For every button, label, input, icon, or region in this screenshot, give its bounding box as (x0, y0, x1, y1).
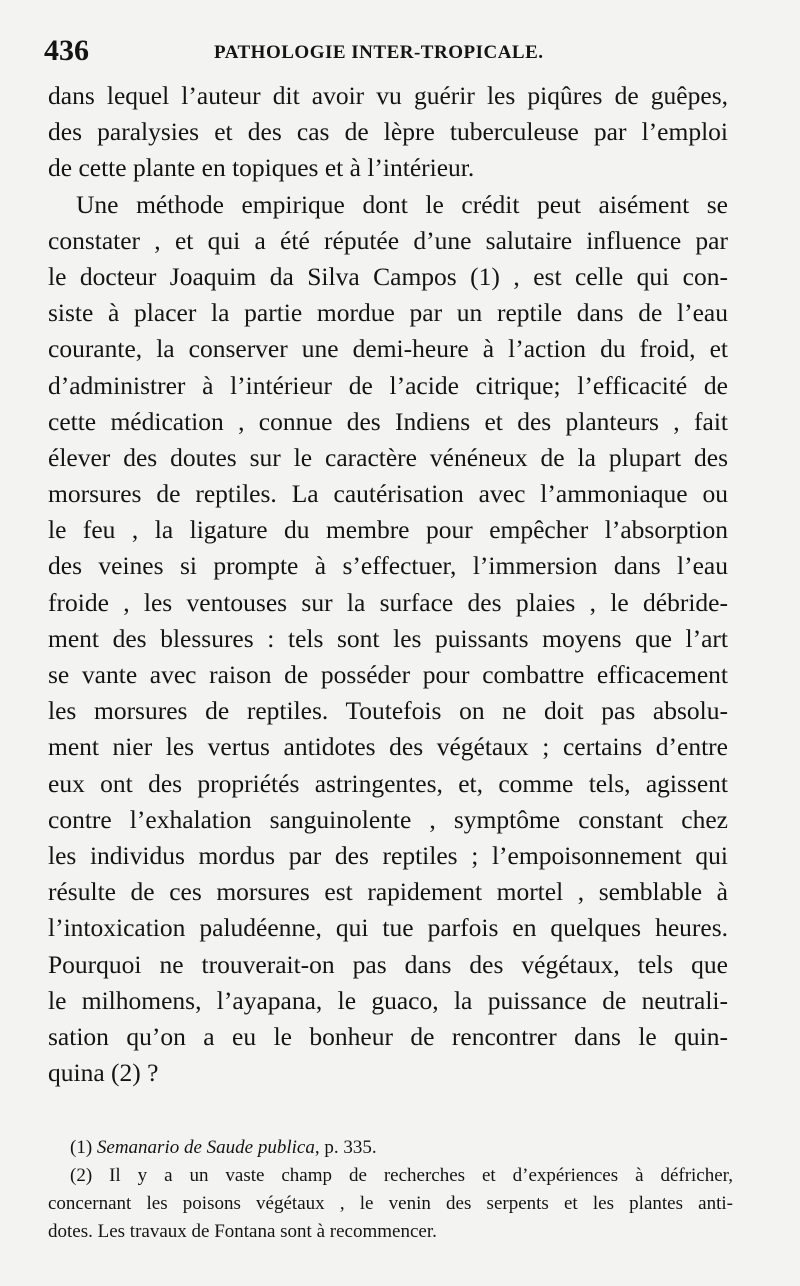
text-line: morsures de reptiles. La cautérisation avec l’ammoniaque ou (48, 479, 728, 509)
text-line: le feu , la ligature du membre pour empêcher l’absorption (48, 515, 728, 545)
text-line: l’intoxication paludéenne, qui tue parfois en quelques heures. (48, 913, 728, 943)
footnote-source: Semanario de Saude publica (96, 1137, 315, 1158)
text-line: élever des doutes sur le caractère vénéneux de la plupart des (48, 442, 728, 472)
text-line: quina (2) ? (48, 1058, 159, 1088)
text-line: eux ont des propriétés astringentes, et, comme tels, agissent (48, 768, 728, 798)
text-line: sation qu’on a eu le bonheur de rencontrer dans le quin- (48, 1021, 728, 1051)
text-line: le docteur Joaquim da Silva Campos (1) , est celle qui con- (48, 261, 728, 291)
text-line: siste à placer la partie mordue par un reptile dans de l’eau (48, 298, 728, 328)
text-line: des veines si prompte à s’effectuer, l’immersion dans l’eau (48, 551, 728, 581)
text-line: résulte de ces morsures est rapidement mortel , semblable à (48, 877, 728, 907)
running-title: PATHOLOGIE INTER-TROPICALE. (214, 42, 544, 63)
text-line: ment des blessures : tels sont les puissants moyens que l’art (48, 623, 728, 653)
text-line: constater , et qui a été réputée d’une salutaire influence par (48, 225, 728, 255)
text-line: froide , les ventouses sur la surface des plaies , le débride- (48, 587, 728, 617)
text-line: Une méthode empirique dont le crédit peut aisément se (76, 189, 728, 219)
text-line: contre l’exhalation sanguinolente , symptôme constant chez (48, 804, 728, 834)
footnotes (48, 1134, 733, 1246)
text-line: Pourquoi ne trouverait-on pas dans des végétaux, tels que (48, 949, 728, 979)
body-text (48, 78, 728, 1091)
text-line: les morsures de reptiles. Toutefois on ne doit pas absolu- (48, 696, 728, 726)
text-line: de cette plante en topiques et à l’intérieur. (48, 153, 475, 183)
text-line: des paralysies et des cas de lèpre tuberculeuse par l’emploi (48, 117, 728, 147)
page-number: 436 (44, 34, 89, 67)
footnote-1 (48, 1134, 733, 1162)
text-line: cette médication , connue des Indiens et des planteurs , fait (48, 406, 728, 436)
footnote-page: , p. 335. (314, 1137, 377, 1158)
footnote-2-line: concernant les poisons végétaux , le venin des serpents et les plantes anti- (48, 1193, 733, 1214)
page-header (44, 34, 744, 70)
text-line: ment nier les vertus antidotes des végétaux ; certains d’entre (48, 732, 728, 762)
text-line: d’administrer à l’intérieur de l’acide citrique; l’efficacité de (48, 370, 728, 400)
footnote-2-line: dotes. Les travaux de Fontana sont à recommencer. (48, 1221, 437, 1242)
footnote-marker: (1) (70, 1137, 93, 1158)
text-line: les individus mordus par des reptiles ; l’empoisonnement qui (48, 840, 728, 870)
text-line: le milhomens, l’ayapana, le guaco, la puissance de neutrali- (48, 985, 728, 1015)
text-line: courante, la conserver une demi-heure à l’action du froid, et (48, 334, 728, 364)
text-line: dans lequel l’auteur dit avoir vu guérir les piqûres de guêpes, (48, 81, 728, 110)
text-line: se vante avec raison de posséder pour combattre efficacement (48, 660, 728, 689)
footnote-2-line: (2) Il y a un vaste champ de recherches et d’expériences à défricher, (70, 1165, 733, 1186)
